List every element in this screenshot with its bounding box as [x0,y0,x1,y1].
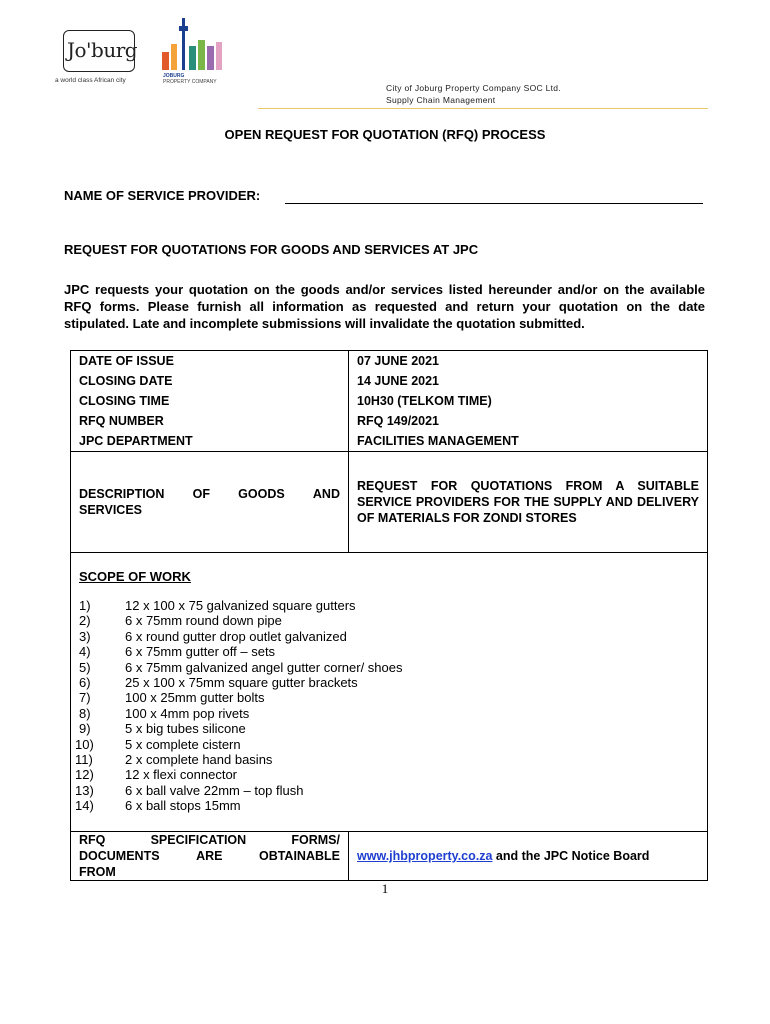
jpc-logo [158,16,233,86]
list-item [79,629,699,644]
detail-label: RFQ NUMBER [71,411,349,431]
list-item [79,690,699,705]
detail-value: 10H30 (TELKOM TIME) [349,391,708,411]
list-item-number: 2) [79,613,91,629]
joburg-logo [55,30,145,90]
list-item [79,706,699,721]
documents-label [71,832,349,881]
list-item-text: 6 x round gutter drop outlet galvanized [125,628,347,644]
joburg-tagline: a world class African city [55,77,126,84]
page-number: 1 [381,881,389,896]
list-item-text: 25 x 100 x 75mm square gutter brackets [125,675,358,691]
company-header [386,82,561,106]
list-item [79,721,699,736]
list-item-number: 10) [75,736,94,752]
list-item-number: 8) [79,705,91,721]
company-department: Supply Chain Management [386,95,496,105]
documents-value [349,832,708,881]
detail-label: CLOSING DATE [71,371,349,391]
documents-label-line2 [79,848,340,864]
jpc-name-line2: PROPERTY COMPANY [163,79,217,85]
list-item-text: 6 x 75mm gutter off – sets [125,644,276,660]
list-item [79,613,699,628]
documents-label-line3: FROM [79,865,116,879]
description-row [71,452,708,553]
page-title: OPEN REQUEST FOR QUOTATION (RFQ) PROCESS [224,127,546,142]
table-row [71,431,708,452]
jpc-company-name [163,73,217,85]
scope-row [71,553,708,832]
service-provider-blank-line [285,203,703,204]
list-item-text: 2 x complete hand basins [125,752,273,768]
documents-word: ARE [196,849,223,863]
list-item-text: 5 x big tubes silicone [125,721,246,737]
company-name: City of Joburg Property Company SOC Ltd. [386,83,561,93]
list-item [75,782,699,798]
list-item [75,767,699,783]
list-item [79,598,699,613]
table-row [71,391,708,411]
list-item-text: 6 x ball stops 15mm [125,798,241,814]
list-item-number: 9) [79,721,91,737]
list-item-number: 11) [75,752,93,768]
header-divider [258,108,708,109]
list-item [79,660,699,675]
scope-list [75,598,699,814]
list-item-text: 6 x 75mm round down pipe [125,613,282,629]
detail-value: 14 JUNE 2021 [349,371,708,391]
joburg-logo-word: Jo'burg [67,38,138,62]
service-provider-label: NAME OF SERVICE PROVIDER: [64,188,261,203]
rfq-heading: REQUEST FOR QUOTATIONS FOR GOODS AND SERVICES AT JPC [64,242,479,257]
table-row [71,411,708,431]
list-item [75,736,699,752]
detail-value: RFQ 149/2021 [349,411,708,431]
list-item-number: 12) [75,767,94,783]
documents-label-line1 [79,832,340,848]
list-item-number: 5) [79,659,91,675]
jpc-name-line1: JOBURG [163,73,185,79]
detail-value: FACILITIES MANAGEMENT [349,431,708,452]
list-item [79,644,699,659]
description-word: GOODS [238,487,285,501]
description-label [71,452,349,553]
jhbproperty-link[interactable]: www.jhbproperty.co.za [357,849,493,863]
documents-suffix: and the JPC Notice Board [492,849,650,863]
description-label-line2: SERVICES [79,503,142,517]
list-item-text: 12 x flexi connector [125,767,238,783]
description-value: REQUEST FOR QUOTATIONS FROM A SUITABLE SERVICE PROVIDERS FOR THE SUPPLY AND DELIVERY OF MATERIALS FOR ZONDI STORES [349,452,708,553]
list-item [75,752,699,768]
description-word: OF [192,487,210,501]
description-word: AND [312,487,340,501]
scope-cell [71,553,708,832]
list-item-number: 6) [79,675,91,691]
documents-word: DOCUMENTS [79,849,160,863]
intro-paragraph: JPC requests your quotation on the goods and/or services listed hereunder and/or on the available RFQ forms. Please furnish all information as requested and return your quotation on the date stipulated. Late and incomplete submissions will invalidate the quotation submitted. [64,282,705,331]
list-item [79,675,699,690]
list-item-number: 13) [75,782,94,798]
list-item-text: 100 x 25mm gutter bolts [125,690,265,706]
description-word: DESCRIPTION [79,487,165,501]
documents-row [71,832,708,881]
documents-word: RFQ [79,833,106,847]
list-item-text: 5 x complete cistern [125,736,241,752]
table-row [71,351,708,372]
documents-word: FORMS/ [291,833,340,847]
detail-value: 07 JUNE 2021 [349,351,708,372]
list-item [75,798,699,814]
detail-label: CLOSING TIME [71,391,349,411]
list-item-text: 6 x 75mm galvanized angel gutter corner/ shoes [125,659,403,675]
detail-label: JPC DEPARTMENT [71,431,349,452]
documents-word: OBTAINABLE [258,849,340,863]
list-item-text: 100 x 4mm pop rivets [125,705,250,721]
list-item-number: 1) [79,598,91,613]
documents-word: SPECIFICATION [150,833,247,847]
list-item-number: 14) [75,798,94,814]
detail-label: DATE OF ISSUE [71,351,349,372]
jpc-skyline-icon [158,16,233,72]
table-row [71,371,708,391]
rfq-details-table [70,350,708,881]
list-item-number: 4) [79,644,91,660]
list-item-number: 7) [79,690,91,706]
scope-title: SCOPE OF WORK [79,569,191,584]
list-item-text: 12 x 100 x 75 galvanized square gutters [125,598,356,613]
list-item-number: 3) [79,628,91,644]
description-label-line1 [79,487,340,501]
list-item-text: 6 x ball valve 22mm – top flush [125,782,304,798]
